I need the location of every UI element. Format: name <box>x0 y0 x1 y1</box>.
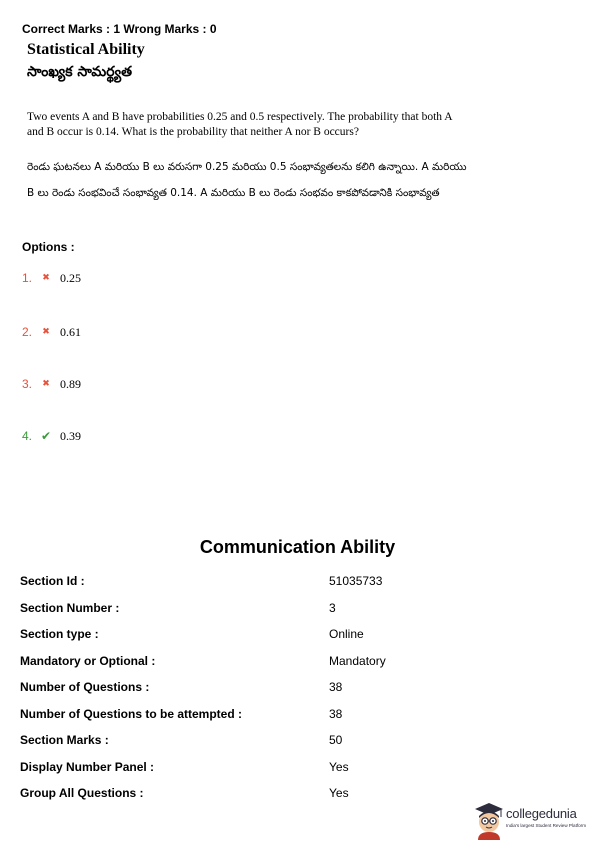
option-value: 0.89 <box>60 376 81 391</box>
info-value: 38 <box>329 707 343 721</box>
info-label: Section type : <box>20 627 99 641</box>
info-label: Section Id : <box>20 574 85 588</box>
info-label: Section Marks : <box>20 733 109 747</box>
marks-line: Correct Marks : 1 Wrong Marks : 0 <box>22 22 217 36</box>
logo-tagline: India's largest Student Review Platform <box>506 823 587 828</box>
collegedunia-logo <box>472 800 592 840</box>
info-value: 38 <box>329 680 343 694</box>
info-value: Mandatory <box>329 654 386 668</box>
info-row-display-number-panel <box>20 760 580 776</box>
info-row-number-of-questions <box>20 680 580 696</box>
option-number: 3. <box>22 377 33 391</box>
option-number: 1. <box>22 271 33 285</box>
question-text-english: Two events A and B have probabilities 0.25 and 0.5 respectively. The probability that both A and B occur is 0.14. What is the probability that neither A nor B occurs? <box>27 111 452 138</box>
option-number: 2. <box>22 325 33 339</box>
info-row-section-number <box>20 601 580 617</box>
option-1 <box>22 268 81 288</box>
option-value: 0.25 <box>60 270 81 285</box>
info-value: Yes <box>329 760 349 774</box>
options-label: Options : <box>22 240 75 254</box>
option-3 <box>22 374 81 394</box>
info-row-questions-to-attempt <box>20 707 580 723</box>
info-value: Yes <box>329 786 349 800</box>
info-value: 51035733 <box>329 574 383 588</box>
info-value: Online <box>329 627 364 641</box>
option-2 <box>22 322 81 342</box>
subject-title-telugu: సాంఖ్యక సామర్థ్యత <box>27 64 132 80</box>
cross-icon: ✖ <box>42 379 50 389</box>
logo-name: collegedunia <box>506 806 577 821</box>
info-row-section-marks <box>20 733 580 749</box>
info-row-mandatory <box>20 654 580 670</box>
info-label: Display Number Panel : <box>20 760 155 774</box>
info-label: Group All Questions : <box>20 786 144 800</box>
cross-icon: ✖ <box>42 273 50 283</box>
mascot-icon <box>472 800 506 840</box>
subject-title-english: Statistical Ability <box>27 41 145 58</box>
option-value: 0.39 <box>60 428 81 443</box>
section-title: Communication Ability <box>199 537 396 557</box>
info-row-section-id <box>20 574 580 590</box>
info-label: Mandatory or Optional : <box>20 654 156 668</box>
info-value: 50 <box>329 733 343 747</box>
question-text-telugu: రెండు ఘటనలు A మరియు B లు వరుసగా 0.25 మరియు 0.5 సంభావ్యతలను కలిగి ఉన్నాయి. A మరియు B లు రెండు సంభవించే సంభావ్యత 0.14. A మరియు B లు రెండు సంభవం కాకపోవడానికి సంభావ్యత <box>27 161 467 199</box>
check-icon: ✔ <box>40 429 52 443</box>
option-4 <box>22 426 81 446</box>
option-value: 0.61 <box>60 324 81 339</box>
option-number: 4. <box>22 429 33 443</box>
info-value: 3 <box>329 601 336 615</box>
info-row-section-type <box>20 627 580 643</box>
info-label: Number of Questions to be attempted : <box>20 707 243 721</box>
cross-icon: ✖ <box>42 327 50 337</box>
info-label: Number of Questions : <box>20 680 150 694</box>
info-label: Section Number : <box>20 601 120 615</box>
